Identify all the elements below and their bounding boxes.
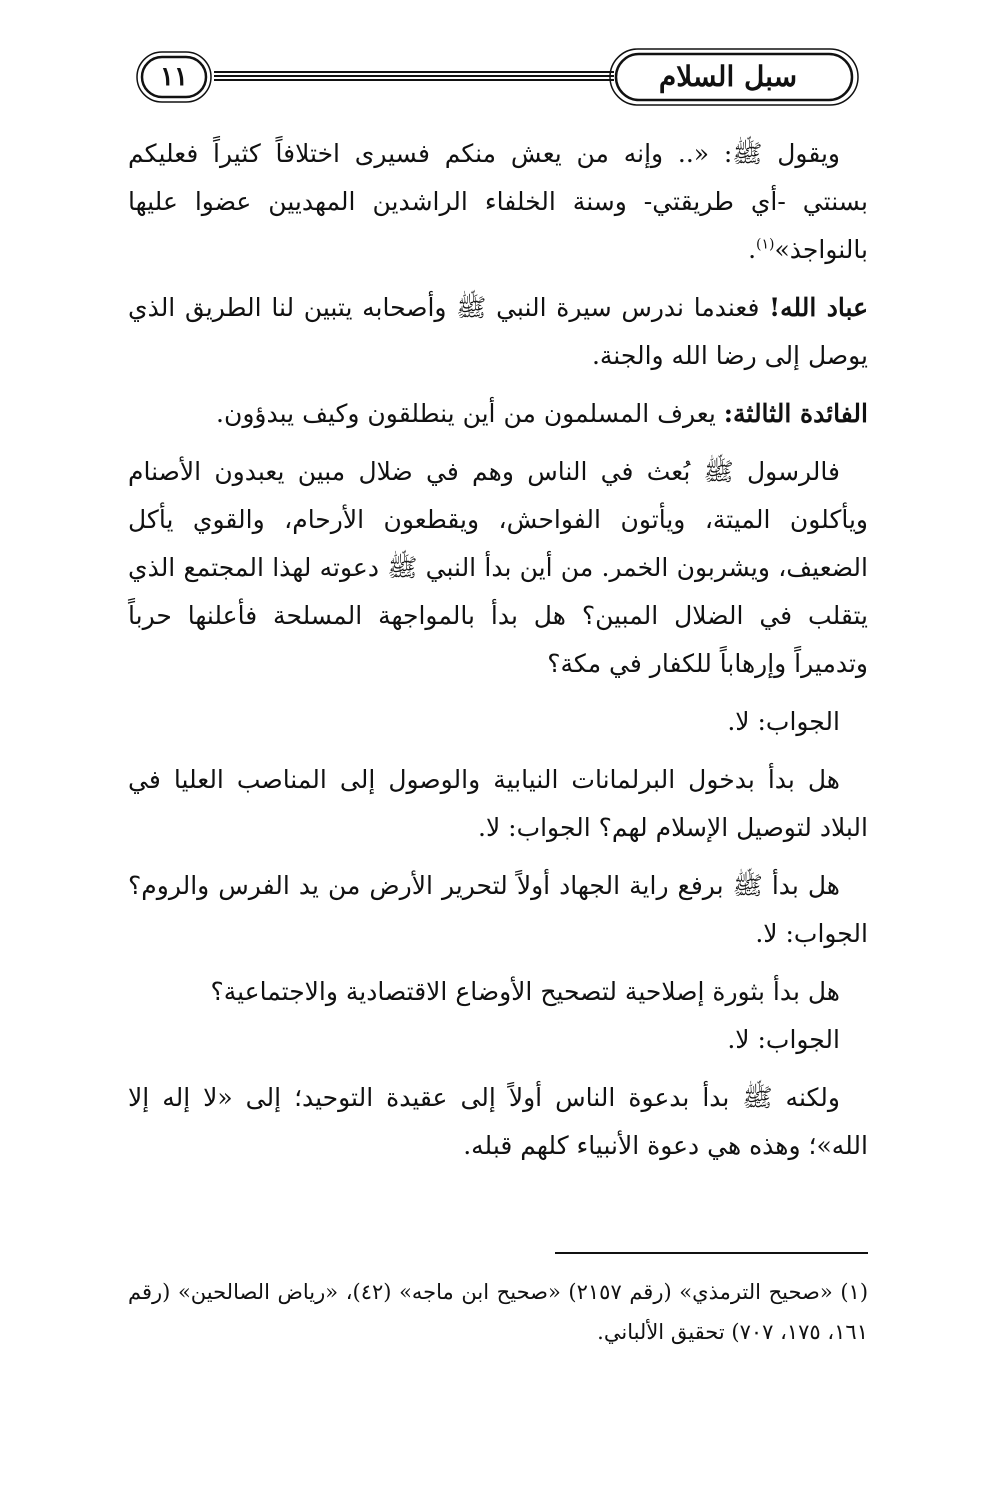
paragraph-answer-2 <box>128 1016 868 1064</box>
paragraph-tail: . <box>748 235 757 264</box>
paragraph-ibad-allah <box>128 284 868 380</box>
paragraph-text: فالرسول ﷺ بُعث في الناس وهم في ضلال مبين يعبدون الأصنام ويأكلون الميتة، ويأتون الفواحش، ويقطعون الأرحام، والقوي يأكل الضعيف، ويشربون الخمر. من أين بدأ النبي ﷺ دعوته لهذا المجتمع الذي يتقلب في الضلال المبين؟ هل بدأ بالمواجهة المسلحة فأعلنها حرباً وتدميراً وإرهاباً للكفار في مكة؟ <box>128 457 868 678</box>
page-header <box>128 46 868 108</box>
footnotes <box>128 1272 868 1362</box>
paragraph-reform <box>128 968 868 1016</box>
page-number: ١١ <box>160 62 188 92</box>
paragraph-text: هل بدأ ﷺ برفع راية الجهاد أولاً لتحرير الأرض من يد الفرس والروم؟ الجواب: لا. <box>128 871 868 948</box>
paragraph-text: الجواب: لا. <box>727 1025 840 1054</box>
paragraph-parliaments <box>128 756 868 852</box>
paragraph-text: هل بدأ بثورة إصلاحية لتصحيح الأوضاع الاقتصادية والاجتماعية؟ <box>210 977 840 1006</box>
paragraph-third-benefit <box>128 390 868 438</box>
paragraph-text: الجواب: لا. <box>727 707 840 736</box>
paragraph-lead: عباد الله! <box>769 293 868 322</box>
paragraph-text: هل بدأ بدخول البرلمانات النيابية والوصول إلى المناصب العليا في البلاد لتوصيل الإسلام لهم؟ الجواب: لا. <box>128 765 868 842</box>
footnote-reference: (١) <box>756 236 775 253</box>
paragraph-text: ويقول ﷺ: «.. وإنه من يعش منكم فسيرى اختلافاً كثيراً فعليكم بسنتي -أي طريقتي- وسنة الخلفاء الراشدين المهديين عضوا عليها بالنواجذ» <box>128 139 868 264</box>
footnote-1: (١) «صحيح الترمذي» (رقم ٢١٥٧) «صحيح ابن ماجه» (٤٢)، «رياض الصالحين» (رقم ١٦١، ١٧٥، ٧٠٧) تحقيق الألباني. <box>128 1280 869 1344</box>
book-title: سبل السلام <box>658 60 798 93</box>
paragraph-text: يعرف المسلمون من أين ينطلقون وكيف يبدؤون. <box>216 399 724 428</box>
paragraph-lead: الفائدة الثالثة: <box>723 399 868 428</box>
main-text <box>128 130 868 1180</box>
paragraph-text: فعندما ندرس سيرة النبي ﷺ وأصحابه يتبين لنا الطريق الذي يوصل إلى رضا الله والجنة. <box>128 293 868 370</box>
paragraph-answer-1 <box>128 698 868 746</box>
paragraph-jihad <box>128 862 868 958</box>
footnote-divider <box>555 1252 868 1254</box>
paragraph-hadith <box>128 130 868 274</box>
paragraph-text: ولكنه ﷺ بدأ بدعوة الناس أولاً إلى عقيدة التوحيد؛ إلى «لا إله إلا الله»؛ وهذه هي دعوة الأنبياء كلهم قبله. <box>128 1083 868 1160</box>
paragraph-tawheed <box>128 1074 868 1170</box>
paragraph-prophet-sent <box>128 448 868 688</box>
